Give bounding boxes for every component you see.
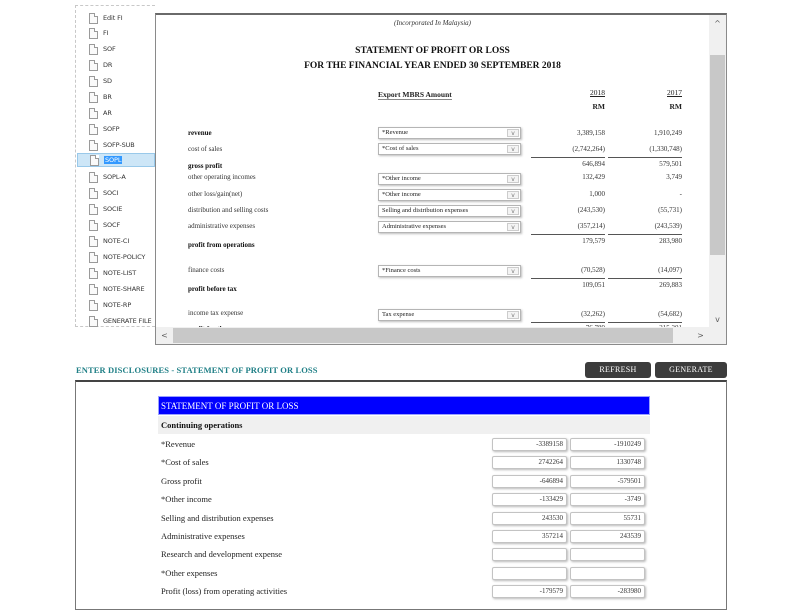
report-value-2018: (32,262) xyxy=(581,310,605,318)
report-subtitle: FOR THE FINANCIAL YEAR ENDED 30 SEPTEMBER 2018 xyxy=(304,61,561,71)
report-value-2017: (54,682) xyxy=(658,310,682,318)
scrollbar-corner xyxy=(709,327,726,344)
currency-2018-header: RM xyxy=(592,102,605,111)
chevron-down-icon[interactable]: v xyxy=(507,175,519,183)
generate-button[interactable]: GENERATE xyxy=(655,362,727,378)
horizontal-scroll-thumb[interactable] xyxy=(173,328,673,343)
tree-item-note-rp[interactable] xyxy=(89,298,155,312)
tree-item-dr[interactable] xyxy=(89,58,155,72)
report-row-label: revenue xyxy=(188,129,212,137)
report-title: STATEMENT OF PROFIT OR LOSS xyxy=(355,46,510,56)
report-row-label: finance costs xyxy=(188,266,225,274)
tree-item-note-ci[interactable] xyxy=(89,234,155,248)
tree-item-fi[interactable] xyxy=(89,26,155,40)
disclosure-row-label: Research and development expense xyxy=(161,549,283,559)
tree-item-sopl-a[interactable] xyxy=(89,170,155,184)
report-value-2018: 1,000 xyxy=(589,190,605,198)
disclosure-input-prior[interactable]: -3749 xyxy=(570,493,645,506)
year-2018-header: 2018 xyxy=(590,88,605,97)
report-value-2017: 1,910,249 xyxy=(654,129,682,137)
tree-item-br[interactable] xyxy=(89,90,155,104)
disclosure-row-label: *Other expenses xyxy=(161,568,218,578)
report-incorporated: (Incorporated In Malaysia) xyxy=(394,19,471,27)
tree-item-label: NOTE-POLICY xyxy=(103,253,146,261)
disclosure-input-current[interactable]: -133429 xyxy=(492,493,567,506)
tree-item-generate-file[interactable] xyxy=(89,314,155,328)
disclosure-input-current[interactable]: -3389158 xyxy=(492,438,567,451)
report-row-label: cost of sales xyxy=(188,145,223,153)
document-icon xyxy=(89,76,98,87)
scroll-up-icon[interactable]: ^ xyxy=(714,19,721,28)
tree-item-label: SOF xyxy=(103,45,116,53)
report-row-label: income tax expense xyxy=(188,309,244,317)
document-icon xyxy=(89,252,98,263)
chevron-down-icon[interactable]: v xyxy=(507,267,519,275)
select-value: Selling and distribution expenses xyxy=(382,207,469,214)
subtotal-line xyxy=(608,322,682,323)
document-icon xyxy=(89,220,98,231)
document-icon xyxy=(89,300,98,311)
disclosure-input-current[interactable]: 357214 xyxy=(492,530,567,543)
currency-2017-header: RM xyxy=(669,102,682,111)
tree-item-label: SOCIE xyxy=(103,205,123,213)
report-value-2018: 179,579 xyxy=(582,237,605,245)
chevron-down-icon[interactable]: v xyxy=(507,311,519,319)
report-value-2018: (243,530) xyxy=(577,206,605,214)
tree-item-soci[interactable] xyxy=(89,186,155,200)
mapping-select-distribution-selling[interactable] xyxy=(378,205,521,217)
tree-item-note-policy[interactable] xyxy=(89,250,155,264)
scroll-left-icon[interactable]: < xyxy=(161,331,168,340)
report-row-label: other operating incomes xyxy=(188,173,256,181)
vertical-scroll-thumb[interactable] xyxy=(710,55,725,255)
disclosure-input-prior[interactable] xyxy=(570,567,645,580)
disclosures-table-header: STATEMENT OF PROFIT OR LOSS xyxy=(158,396,650,415)
document-icon xyxy=(89,284,98,295)
vertical-scrollbar[interactable] xyxy=(709,15,726,328)
mapping-select-other-loss-gain[interactable] xyxy=(378,189,521,201)
disclosure-input-current[interactable] xyxy=(492,567,567,580)
report-value-2017: - xyxy=(679,190,682,198)
tree-item-sopl[interactable] xyxy=(77,153,155,167)
report-row-label: other loss/gain(net) xyxy=(188,190,243,198)
select-value: *Other income xyxy=(382,191,421,198)
disclosure-input-current[interactable] xyxy=(492,548,567,561)
report-value-2017: 283,980 xyxy=(659,237,682,245)
mapping-select-other-operating-incomes[interactable] xyxy=(378,173,521,185)
disclosures-section-header: Continuing operations xyxy=(158,416,650,434)
document-icon xyxy=(89,172,98,183)
tree-item-label: SOCI xyxy=(103,189,119,197)
report-value-2017: (55,731) xyxy=(658,206,682,214)
scroll-right-icon[interactable]: > xyxy=(697,331,704,340)
tree-item-label: SOCF xyxy=(103,221,121,229)
select-value: *Cost of sales xyxy=(382,145,419,152)
subtotal-line xyxy=(531,278,605,279)
subtotal-line xyxy=(531,234,605,235)
report-value-2017: 579,501 xyxy=(659,160,682,168)
tree-item-label: NOTE-RP xyxy=(103,301,132,309)
document-icon xyxy=(89,316,98,327)
tree-item-label: GENERATE FILE xyxy=(103,317,152,325)
tree-item-sofp-sub[interactable] xyxy=(89,138,155,152)
report-row-label: profit before tax xyxy=(188,285,237,293)
report-value-2017: (14,097) xyxy=(658,266,682,274)
report-row-label: gross profit xyxy=(188,162,223,170)
report-value-2017: 3,749 xyxy=(666,173,682,181)
disclosure-row-label: *Other income xyxy=(161,494,212,504)
document-icon xyxy=(89,204,98,215)
subtotal-line xyxy=(608,278,682,279)
disclosure-row-label: *Cost of sales xyxy=(161,457,209,467)
mapping-select-income-tax[interactable] xyxy=(378,309,521,321)
document-icon xyxy=(90,155,99,166)
document-icon xyxy=(89,28,98,39)
disclosure-input-current[interactable]: -646894 xyxy=(492,475,567,488)
tree-item-label: BR xyxy=(103,93,112,101)
disclosure-input-prior[interactable] xyxy=(570,548,645,561)
disclosures-panel xyxy=(75,380,727,610)
report-value-2018: (2,742,264) xyxy=(572,145,605,153)
tree-item-label: SD xyxy=(103,77,112,85)
report-row-label: administrative expenses xyxy=(188,222,256,230)
report-viewer xyxy=(155,13,727,345)
report-value-2018: 3,389,158 xyxy=(577,129,605,137)
document-icon xyxy=(89,13,98,24)
tree-item-label: Edit FI xyxy=(103,14,123,22)
mapping-select-revenue[interactable] xyxy=(378,127,521,139)
report-canvas xyxy=(156,15,709,328)
select-value: *Other income xyxy=(382,175,421,182)
tree-item-label: SOPL xyxy=(105,156,122,164)
tree-item-sofp[interactable] xyxy=(89,122,155,136)
subtotal-line xyxy=(608,157,682,158)
select-value: Administrative expenses xyxy=(382,223,447,230)
refresh-button[interactable]: REFRESH xyxy=(585,362,651,378)
report-value-2018: 132,429 xyxy=(582,173,605,181)
disclosure-row-label: Gross profit xyxy=(161,476,202,486)
export-amount-header: Export MBRS Amount xyxy=(378,90,452,99)
document-icon xyxy=(89,188,98,199)
report-value-2017: (243,539) xyxy=(654,222,682,230)
tree-item-label: AR xyxy=(103,109,112,117)
document-icon xyxy=(89,124,98,135)
tree-item-label: NOTE-SHARE xyxy=(103,285,145,293)
document-icon xyxy=(89,268,98,279)
disclosure-row-label: Administrative expenses xyxy=(161,531,245,541)
subtotal-line xyxy=(531,322,605,323)
document-icon xyxy=(89,236,98,247)
tree-item-label: SOFP xyxy=(103,125,120,133)
tree-item-label: SOPL-A xyxy=(103,173,126,181)
chevron-down-icon[interactable]: v xyxy=(507,145,519,153)
disclosures-title: ENTER DISCLOSURES - STATEMENT OF PROFIT OR LOSS xyxy=(76,365,318,375)
report-row-label: profit from operations xyxy=(188,241,255,249)
tree-item-label: NOTE-LIST xyxy=(103,269,137,277)
report-row-label: distribution and selling costs xyxy=(188,206,269,214)
disclosure-input-prior[interactable]: -1910249 xyxy=(570,438,645,451)
disclosure-input-current[interactable]: -179579 xyxy=(492,585,567,598)
disclosure-row-label: Selling and distribution expenses xyxy=(161,513,274,523)
tree-item-socf[interactable] xyxy=(89,218,155,232)
mapping-select-cost-of-sales[interactable] xyxy=(378,143,521,155)
document-icon xyxy=(89,44,98,55)
disclosure-input-prior[interactable]: 55731 xyxy=(570,512,645,525)
tree-item-label: NOTE-CI xyxy=(103,237,130,245)
disclosure-row-label: Profit (loss) from operating activities xyxy=(161,586,288,596)
tree-item-label: FI xyxy=(103,29,109,37)
mapping-select-finance-costs[interactable] xyxy=(378,265,521,277)
chevron-down-icon[interactable]: v xyxy=(507,129,519,137)
disclosure-input-current[interactable]: 243530 xyxy=(492,512,567,525)
disclosure-input-prior[interactable]: -283980 xyxy=(570,585,645,598)
select-value: Tax expense xyxy=(382,311,415,318)
tree-item-sof[interactable] xyxy=(89,42,155,56)
report-value-2018: 109,051 xyxy=(582,281,605,289)
document-icon xyxy=(89,108,98,119)
select-value: *Finance costs xyxy=(382,267,421,274)
scroll-down-icon[interactable]: v xyxy=(715,315,720,324)
subtotal-line xyxy=(531,157,605,158)
report-value-2018: 646,894 xyxy=(582,160,605,168)
tree-item-note-list[interactable] xyxy=(89,266,155,280)
tree-item-note-share[interactable] xyxy=(89,282,155,296)
navigation-tree xyxy=(75,5,155,327)
tree-item-edit-fi[interactable] xyxy=(89,11,155,25)
subtotal-line xyxy=(608,234,682,235)
chevron-down-icon[interactable]: v xyxy=(507,223,519,231)
disclosure-input-prior[interactable]: 243539 xyxy=(570,530,645,543)
horizontal-scrollbar[interactable] xyxy=(156,327,709,344)
tree-item-socie[interactable] xyxy=(89,202,155,216)
disclosure-input-prior[interactable]: 1330748 xyxy=(570,456,645,469)
document-icon xyxy=(89,140,98,151)
report-value-2017: 269,883 xyxy=(659,281,682,289)
report-value-2018: (357,214) xyxy=(577,222,605,230)
tree-item-ar[interactable] xyxy=(89,106,155,120)
report-value-2018: (70,528) xyxy=(581,266,605,274)
document-icon xyxy=(89,60,98,71)
disclosure-row-label: *Revenue xyxy=(161,439,195,449)
tree-item-label: DR xyxy=(103,61,113,69)
chevron-down-icon[interactable]: v xyxy=(507,207,519,215)
select-value: *Revenue xyxy=(382,129,408,136)
tree-item-label: SOFP-SUB xyxy=(103,141,135,149)
year-2017-header: 2017 xyxy=(667,88,682,97)
disclosure-input-current[interactable]: 2742264 xyxy=(492,456,567,469)
document-icon xyxy=(89,92,98,103)
mapping-select-administrative[interactable] xyxy=(378,221,521,233)
disclosure-input-prior[interactable]: -579501 xyxy=(570,475,645,488)
chevron-down-icon[interactable]: v xyxy=(507,191,519,199)
report-value-2017: (1,330,748) xyxy=(649,145,682,153)
tree-item-sd[interactable] xyxy=(89,74,155,88)
